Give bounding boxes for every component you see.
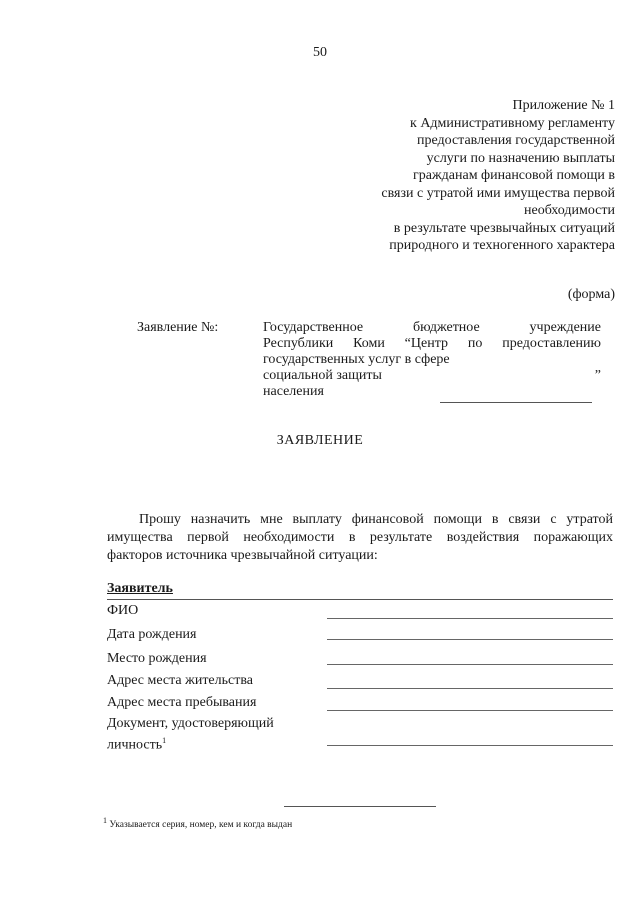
application-number-label: Заявление №: [137,320,219,335]
footnote-separator [284,806,436,807]
field-residence-address [107,672,613,689]
stay-address-blank[interactable] [327,710,613,711]
document-title: ЗАЯВЛЕНИЕ [276,433,364,448]
field-fio [107,602,613,619]
applicant-heading-label: Заявитель [107,581,173,596]
birth-date-blank[interactable] [327,639,613,640]
closing-quote: ” [594,368,601,383]
annex-line: услуги по назначению выплаты [426,150,615,166]
id-document-blank[interactable] [327,745,613,746]
field-label: Адрес места пребывания [107,695,257,710]
recipient-line: государственных услуг в сфере [263,352,450,367]
recipient-line: Государственное бюджетное учреждение [263,320,601,335]
field-label: ФИО [107,603,139,618]
recipient-row [263,368,601,384]
form-mark: (форма) [567,287,615,302]
recipient-block [263,320,601,400]
annex-line: гражданам финансовой помощи в [413,168,615,183]
field-stay-address [107,694,613,711]
annex-line: в результате чрезвычайных ситуаций [393,220,615,236]
field-label: Дата рождения [107,627,197,642]
annex-line: Приложение № 1 [512,98,615,113]
annex-line: к Административному регламенту [410,115,615,131]
recipient-blank-line[interactable] [440,402,592,403]
page-number: 50 [313,45,327,60]
birth-place-blank[interactable] [327,664,613,665]
footnote-ref: 1 [162,736,167,745]
applicant-heading [107,581,613,600]
field-label: Документ, удостоверяющий [107,716,274,731]
request-line: факторов источника чрезвычайной ситуации: [107,548,378,563]
footnote-mark: 1 [103,816,107,825]
field-id-document [107,715,613,754]
field-birth-place [107,650,613,667]
field-label: личность [107,737,163,753]
recipient-line: населения [263,384,324,399]
request-line: имущества первой необходимости в результате воздействия поражающих [107,530,613,545]
annex-line: природного и техногенного характера [389,238,615,253]
request-text [107,511,613,565]
residence-address-blank[interactable] [327,688,613,689]
request-line: Прошу назначить мне выплату финансовой помощи в связи с утратой [139,512,613,527]
field-label: Место рождения [107,651,207,666]
field-label: Адрес места жительства [107,673,253,688]
footnote-text: Указывается серия, номер, кем и когда выдан [109,820,293,831]
footnote [103,816,292,830]
annex-line: необходимости [523,203,615,218]
annex-line: предоставления государственной [416,133,615,148]
annex-line: связи с утратой ими имущества первой [381,185,615,201]
fio-blank[interactable] [327,618,613,619]
field-birth-date [107,626,613,643]
recipient-line: социальной защиты [263,368,382,383]
recipient-line: Республики Коми “Центр по предоставлению [263,336,601,351]
annex-header [335,97,615,255]
